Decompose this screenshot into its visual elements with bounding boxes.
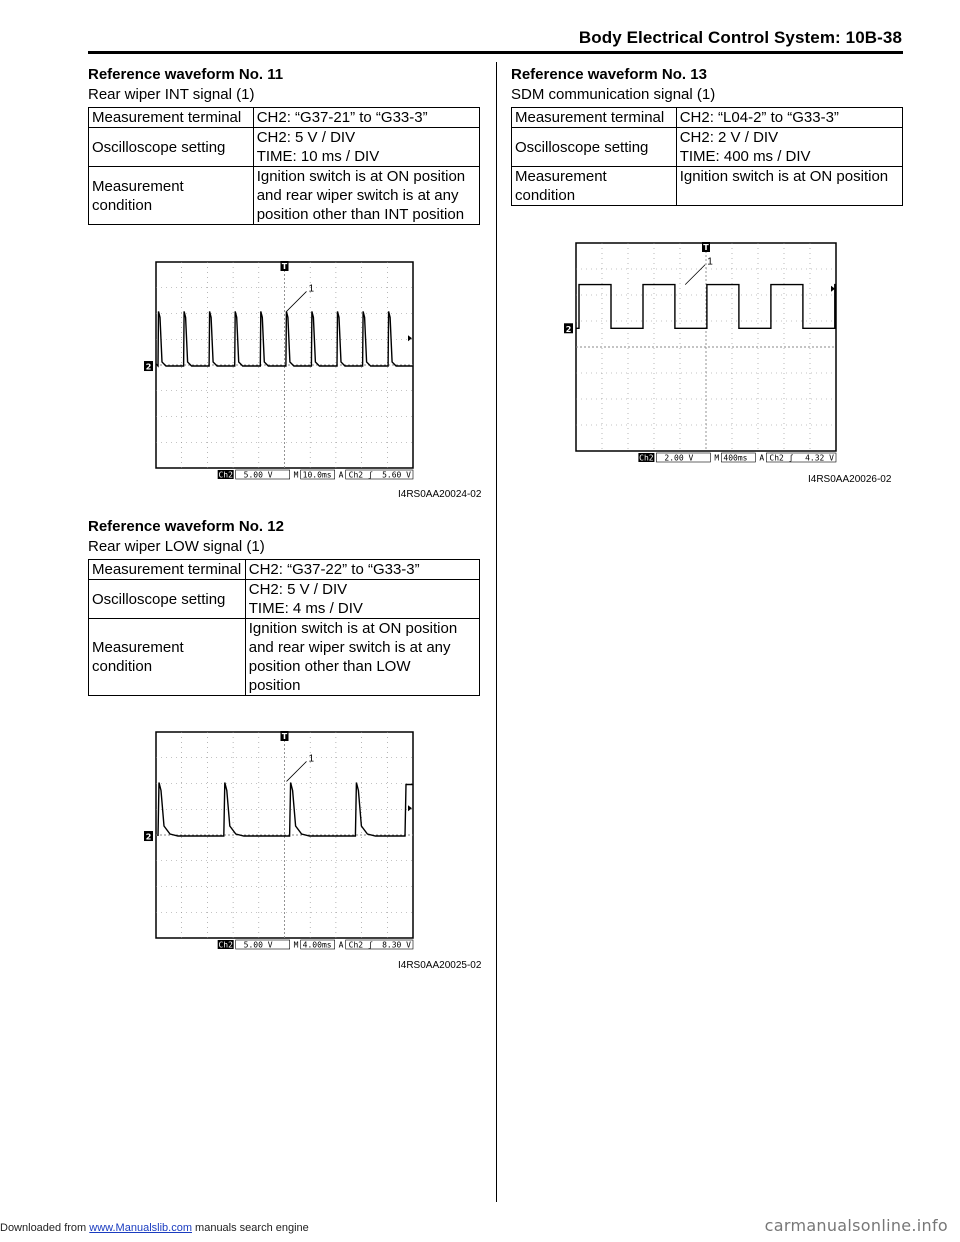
callout-leader xyxy=(287,761,307,781)
oscilloscope-figure-12 xyxy=(142,726,427,958)
spec-label: Measurement terminal xyxy=(512,108,677,128)
table-row xyxy=(89,108,480,128)
spec-label: Measurement terminal xyxy=(89,108,254,128)
readout-trigger-level: 5.60 V xyxy=(382,470,411,480)
spec-value: CH2: “L04-2” to “G33-3” xyxy=(676,108,902,128)
trigger-marker: T xyxy=(703,243,709,252)
table-row xyxy=(89,560,480,580)
readout-trigger-source: Ch2 ʃ xyxy=(348,940,373,950)
spec-label: Measurement condition xyxy=(512,167,677,206)
callout-label: 1 xyxy=(308,283,315,295)
trigger-level-arrow xyxy=(408,335,412,341)
spec-label: Oscilloscope setting xyxy=(512,128,677,167)
readout-time: 4.00ms xyxy=(302,940,332,950)
spec-value: Ignition switch is at ON position xyxy=(676,167,902,206)
readout-time-prefix: M xyxy=(293,470,299,480)
footer-suffix: manuals search engine xyxy=(191,1222,309,1234)
footer-download-note xyxy=(0,1222,309,1234)
trigger-level-arrow xyxy=(408,805,412,811)
page-header-title: Body Electrical Control System: 10B-38 xyxy=(578,28,902,47)
spec-value: Ignition switch is at ON position and rear wiper switch is at any position other than LOW position xyxy=(245,619,479,696)
trigger-marker: T xyxy=(281,262,288,271)
table-row xyxy=(89,619,480,696)
section-11-subtitle: Rear wiper INT signal (1) xyxy=(88,86,255,103)
figure-id-12: I4RS0AA20025-02 xyxy=(398,960,482,971)
header-rule xyxy=(88,51,903,54)
section-13-subtitle: SDM communication signal (1) xyxy=(511,86,716,103)
spec-value: Ignition switch is at ON position and rear wiper switch is at any position other than INT position xyxy=(253,167,479,225)
readout-channel: Ch2 xyxy=(639,453,654,463)
readout-trigger-prefix: A xyxy=(338,470,344,480)
readout-volts: 5.00 V xyxy=(243,940,273,950)
readout-time-prefix: M xyxy=(714,453,720,463)
column-divider xyxy=(496,62,497,1202)
channel-marker: 2 xyxy=(145,362,152,372)
table-row xyxy=(89,580,480,619)
figure-id-13: I4RS0AA20026-02 xyxy=(808,474,892,485)
readout-volts: 2.00 V xyxy=(664,453,694,463)
spec-label: Measurement terminal xyxy=(89,560,246,580)
readout-time: 400ms xyxy=(723,453,748,463)
callout-leader xyxy=(287,291,307,311)
channel-marker: 2 xyxy=(145,832,152,842)
spec-value: CH2: “G37-21” to “G33-3” xyxy=(253,108,479,128)
scope-screen xyxy=(562,237,850,471)
readout-time: 10.0ms xyxy=(302,470,332,480)
table-row xyxy=(89,128,480,167)
manualslib-link[interactable]: www.Manualslib.com xyxy=(89,1222,192,1234)
section-13-spec-table xyxy=(511,107,903,206)
callout-label: 1 xyxy=(707,256,713,268)
channel-marker: 2 xyxy=(565,324,572,334)
section-12-subtitle: Rear wiper LOW signal (1) xyxy=(88,538,265,555)
readout-channel: Ch2 xyxy=(218,470,233,480)
table-row xyxy=(512,108,903,128)
readout-trigger-source: Ch2 ʃ xyxy=(348,470,373,480)
spec-label: Measurement condition xyxy=(89,619,246,696)
section-11-title: Reference waveform No. 11 xyxy=(88,66,284,83)
spec-label: Measurement condition xyxy=(89,167,254,225)
spec-value: CH2: 5 V / DIV TIME: 4 ms / DIV xyxy=(245,580,479,619)
callout-leader xyxy=(685,265,705,285)
table-row xyxy=(512,167,903,206)
oscilloscope-figure-11 xyxy=(142,256,427,488)
readout-trigger-prefix: A xyxy=(338,940,344,950)
spec-label: Oscilloscope setting xyxy=(89,128,254,167)
readout-volts: 5.00 V xyxy=(243,470,273,480)
readout-channel: Ch2 xyxy=(218,940,233,950)
section-12-title: Reference waveform No. 12 xyxy=(88,518,284,535)
readout-trigger-source: Ch2 ʃ xyxy=(769,453,794,463)
readout-time-prefix: M xyxy=(293,940,299,950)
oscilloscope-figure-13 xyxy=(562,237,850,471)
figure-id-11: I4RS0AA20024-02 xyxy=(398,489,482,500)
readout-trigger-level: 8.30 V xyxy=(382,940,411,950)
table-row xyxy=(89,167,480,225)
spec-value: CH2: “G37-22” to “G33-3” xyxy=(245,560,479,580)
section-13-title: Reference waveform No. 13 xyxy=(511,66,707,83)
readout-trigger-prefix: A xyxy=(759,453,765,463)
table-row xyxy=(512,128,903,167)
section-12-spec-table xyxy=(88,559,480,696)
scope-screen xyxy=(142,256,427,488)
spec-value: CH2: 2 V / DIV TIME: 400 ms / DIV xyxy=(676,128,902,167)
spec-value: CH2: 5 V / DIV TIME: 10 ms / DIV xyxy=(253,128,479,167)
scope-screen xyxy=(142,726,427,958)
footer-prefix: Downloaded from xyxy=(0,1222,90,1234)
readout-trigger-level: 4.32 V xyxy=(805,453,834,463)
callout-label: 1 xyxy=(308,753,315,765)
spec-label: Oscilloscope setting xyxy=(89,580,246,619)
section-11-spec-table xyxy=(88,107,480,225)
carmanualsonline-logo: carmanualsonline.info xyxy=(764,1216,948,1235)
trigger-marker: T xyxy=(281,732,288,741)
